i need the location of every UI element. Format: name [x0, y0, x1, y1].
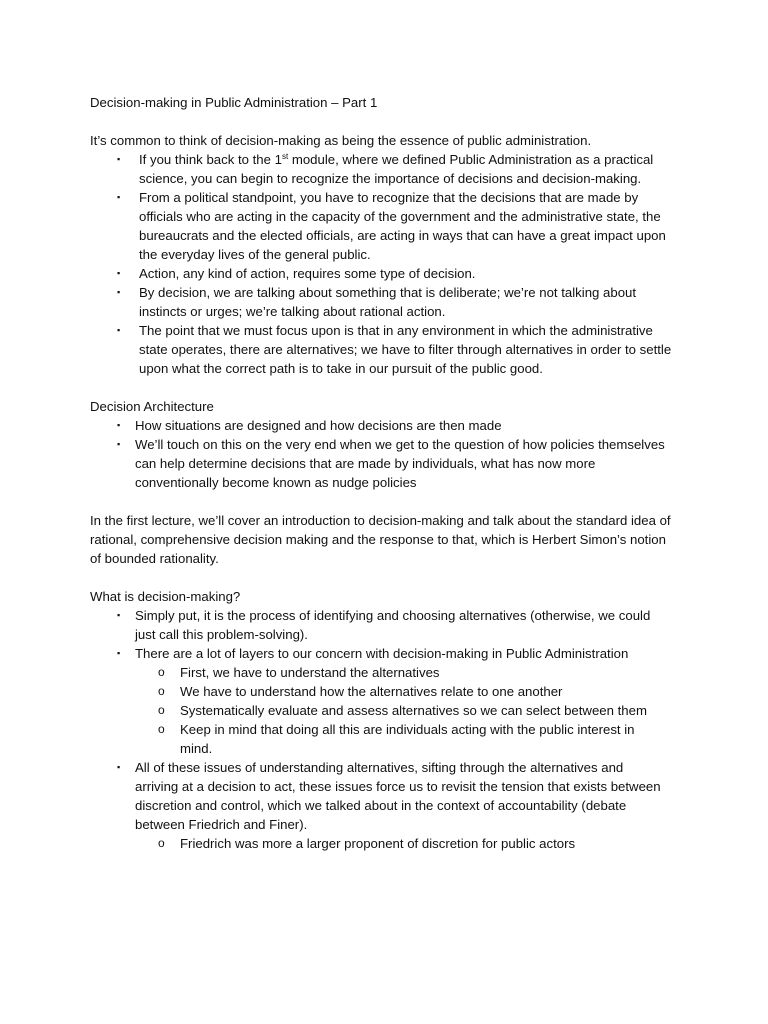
architecture-bullet-list: [90, 416, 690, 492]
list-item-text: Friedrich was more a larger proponent of discretion for public actors: [180, 836, 576, 851]
bullet-icon: ▪: [117, 648, 121, 658]
list-item-text: Keep in mind that doing all this are individuals acting with the public interest in mind.: [180, 722, 635, 756]
list-item-text: Action, any kind of action, requires some type of decision.: [139, 266, 476, 281]
circle-bullet-icon: o: [158, 836, 165, 850]
list-item-text: Systematically evaluate and assess alternatives so we can select between them: [180, 703, 647, 718]
list-item: [90, 283, 690, 321]
bullet-icon: ▪: [117, 154, 121, 164]
circle-bullet-icon: o: [158, 665, 165, 679]
bullet-icon: ▪: [117, 610, 121, 620]
list-item: [90, 321, 690, 378]
list-item-text: If you think back to the 1: [139, 152, 282, 167]
list-item: [90, 188, 690, 264]
list-item: [90, 606, 690, 644]
intro-paragraph: It’s common to think of decision-making as being the essence of public administration.: [90, 133, 592, 148]
bullet-icon: ▪: [117, 192, 121, 202]
circle-bullet-icon: o: [158, 722, 165, 736]
list-item: [90, 264, 690, 283]
sub-list-item: [90, 663, 690, 682]
list-item-text: There are a lot of layers to our concern with decision-making in Public Administration: [135, 646, 629, 661]
sub-list-item: [90, 701, 690, 720]
circle-bullet-icon: o: [158, 684, 165, 698]
list-item: [90, 150, 690, 188]
list-item-text: We have to understand how the alternatives relate to one another: [180, 684, 563, 699]
definition-bullet-list: [90, 606, 690, 853]
bullet-icon: ▪: [117, 268, 121, 278]
list-item-text: module, where we defined Public Administration as a practical science, you can begin to recognize the importance of decisions and decision-making.: [139, 152, 654, 186]
list-item-text: All of these issues of understanding alternatives, sifting through the alternatives and arriving at a decision to act, these issues force us to revisit the tension that exists between discretion and control, which we talked about in the context of accountability (debate between Friedrich and Finer).: [135, 760, 661, 832]
circle-bullet-icon: o: [158, 703, 165, 717]
list-item-text: By decision, we are talking about something that is deliberate; we’re not talking about instincts or urges; we’re talking about rational action.: [139, 285, 637, 319]
list-item-text: We’ll touch on this on the very end when we get to the question of how policies themselves can help determine decisions that are made by individuals, what has now more conventionally become known as nudge policies: [135, 437, 665, 490]
ordinal-superscript: st: [281, 152, 289, 161]
list-item-text: Simply put, it is the process of identifying and choosing alternatives (otherwise, we could just call this problem-solving).: [135, 608, 651, 642]
list-item-text: From a political standpoint, you have to recognize that the decisions that are made by officials who are acting in the capacity of the government and the administrative state, the bureaucrats and the elected officials, are acting in ways that can have a great impact upon the everyday lives of the general public.: [139, 190, 666, 262]
sub-list-item: [90, 834, 690, 853]
lecture-paragraph: In the first lecture, we’ll cover an introduction to decision-making and talk about the standard idea of rational, comprehensive decision making and the response to that, which is Herbert Simon’s notion of bounded rationality.: [90, 513, 671, 566]
bullet-icon: ▪: [117, 420, 121, 430]
sub-list-item: [90, 720, 690, 758]
list-item-text: The point that we must focus upon is that in any environment in which the administrative state operates, there are alternatives; we have to filter through alternatives in order to settle upon what the correct path is to take in our pursuit of the public good.: [139, 323, 672, 376]
list-item: [90, 644, 690, 663]
list-item: [90, 416, 690, 435]
intro-bullet-list: [90, 150, 690, 378]
bullet-icon: ▪: [117, 439, 121, 449]
list-item-text: First, we have to understand the alternatives: [180, 665, 440, 680]
document-body: [90, 93, 690, 853]
document-title: Decision-making in Public Administration – Part 1: [90, 95, 378, 110]
list-item: [90, 758, 690, 834]
list-item-text: How situations are designed and how decisions are then made: [135, 418, 502, 433]
bullet-icon: ▪: [117, 287, 121, 297]
section-heading: What is decision-making?: [90, 589, 241, 604]
list-item: [90, 435, 690, 492]
bullet-icon: ▪: [117, 325, 121, 335]
bullet-icon: ▪: [117, 762, 121, 772]
sub-list-item: [90, 682, 690, 701]
section-heading: Decision Architecture: [90, 399, 214, 414]
